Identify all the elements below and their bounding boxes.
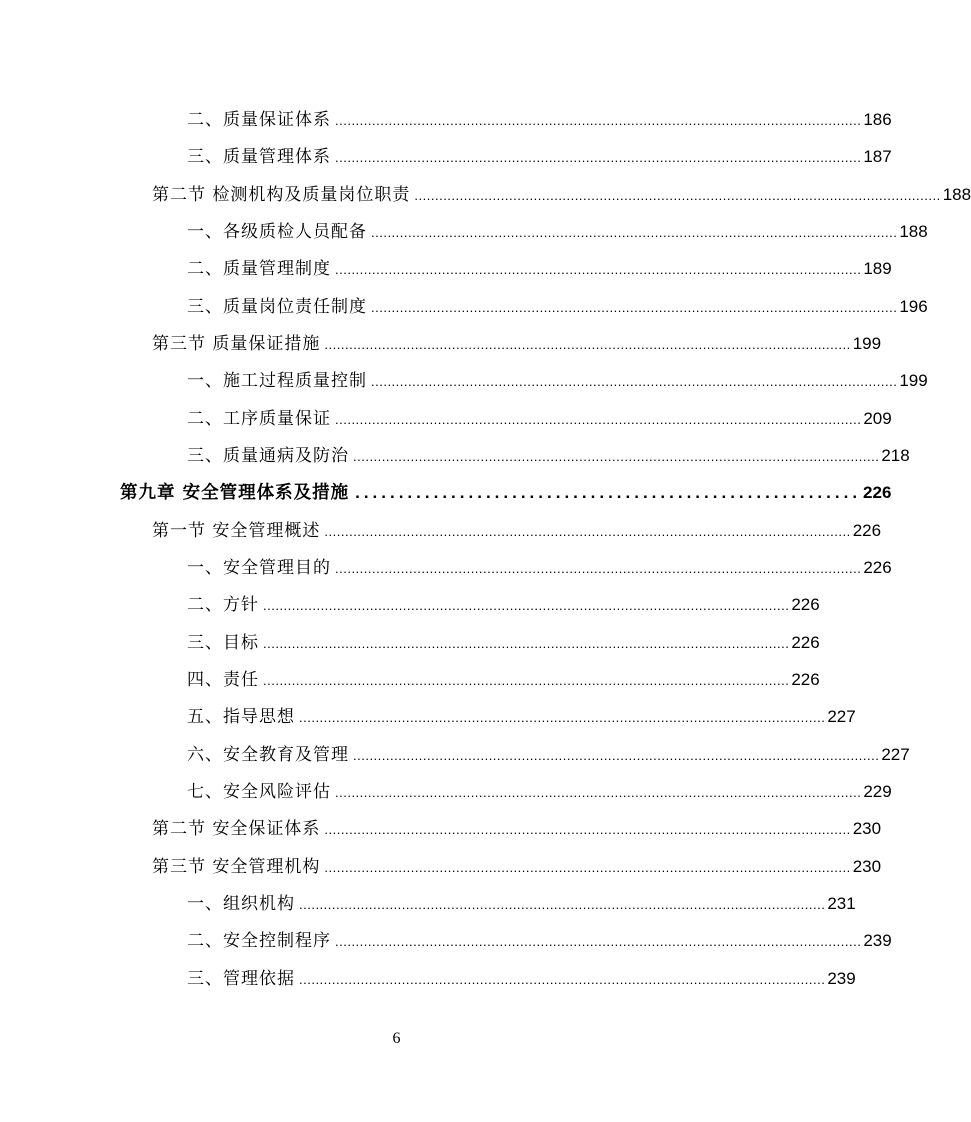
toc-entry-page: 199 (899, 371, 928, 390)
toc-entry-page: 229 (863, 782, 892, 801)
toc-entry-page: 227 (827, 707, 856, 726)
toc-entry[interactable] (187, 255, 892, 283)
toc-entry-page: 226 (852, 521, 882, 540)
dot-leader: ................................................................................................................................ (414, 188, 941, 203)
toc-entry[interactable] (187, 367, 928, 395)
dot-leader: ................................................................................................................................ (353, 748, 880, 763)
toc-entry[interactable] (187, 890, 856, 918)
toc-entry-page: 239 (863, 931, 892, 950)
toc-entry-page: 209 (863, 409, 892, 428)
toc-entry[interactable] (187, 629, 820, 657)
dot-leader: ................................................................................................................................ (263, 636, 790, 651)
toc-entry-title: 一、组织机构 (187, 894, 295, 914)
toc-entry[interactable] (152, 815, 882, 843)
toc-entry[interactable] (120, 479, 892, 507)
dot-leader: ................................................................................................................................ (324, 524, 851, 539)
toc-entry[interactable] (187, 442, 910, 470)
toc-entry[interactable] (187, 106, 892, 134)
dot-leader: ................................................................................................................................ (335, 934, 862, 949)
dot-leader: ................................................................................................................................ (371, 374, 898, 389)
toc-entry-title: 四、责任 (187, 670, 259, 690)
toc-entry-title: 第三节 安全管理机构 (152, 857, 321, 877)
toc-entry[interactable] (187, 778, 892, 806)
dot-leader: ................................................................................................................................ (324, 822, 851, 837)
toc-entry[interactable] (152, 181, 971, 209)
toc-entry-page: 218 (881, 446, 910, 465)
toc-entry-page: 227 (881, 745, 910, 764)
dot-leader: ................................................................................................................................ (263, 598, 790, 613)
page-number: 6 (392, 1030, 401, 1047)
dot-leader: ................................................................................................................................ (335, 150, 862, 165)
toc-entry-page: 226 (791, 595, 820, 614)
dot-leader: ................................................................................................................................ (335, 113, 862, 128)
dot-leader: ................................................................................................................................ (299, 710, 826, 725)
toc-entry-title: 三、质量岗位责任制度 (187, 297, 367, 317)
dot-leader: ................................................................................................................................ (324, 337, 851, 352)
toc-entry-page: 188 (899, 222, 928, 241)
toc-entry-page: 239 (827, 969, 856, 988)
toc-entry-page: 226 (863, 483, 892, 502)
dot-leader: ................................................................................................................................ (299, 972, 826, 987)
toc-entry-title: 一、安全管理目的 (187, 558, 331, 578)
dot-leader: ................................................................................................................................ (299, 897, 826, 912)
toc-entry-title: 一、施工过程质量控制 (187, 371, 367, 391)
toc-entry[interactable] (152, 517, 882, 545)
toc-entry-title: 三、目标 (187, 633, 259, 653)
toc-entry-page: 199 (852, 334, 882, 353)
dot-leader: .......................................................... (355, 483, 862, 502)
toc-entry-title: 二、安全控制程序 (187, 931, 331, 951)
dot-leader: ................................................................................................................................ (353, 449, 880, 464)
toc-entry-page: 189 (863, 259, 892, 278)
toc-entry-page: 186 (863, 110, 892, 129)
toc-entry[interactable] (152, 853, 882, 881)
dot-leader: ................................................................................................................................ (371, 225, 898, 240)
toc-entry[interactable] (187, 218, 928, 246)
toc-entry-page: 231 (827, 894, 856, 913)
toc-entry[interactable] (187, 666, 820, 694)
dot-leader: ................................................................................................................................ (335, 561, 862, 576)
toc-entry-title: 第二节 检测机构及质量岗位职责 (152, 185, 411, 205)
toc-entry-title: 第一节 安全管理概述 (152, 521, 321, 541)
dot-leader: ................................................................................................................................ (335, 412, 862, 427)
toc-entry[interactable] (187, 965, 856, 993)
dot-leader: ................................................................................................................................ (335, 785, 862, 800)
toc-entry-page: 230 (852, 857, 882, 876)
toc-entry[interactable] (187, 405, 892, 433)
dot-leader: ................................................................................................................................ (263, 673, 790, 688)
toc-entry-title: 二、方针 (187, 595, 259, 615)
dot-leader: ................................................................................................................................ (335, 262, 862, 277)
toc-entry-page: 187 (863, 147, 892, 166)
dot-leader: ................................................................................................................................ (371, 300, 898, 315)
toc-entry-page: 226 (791, 670, 820, 689)
toc-entry-title: 七、安全风险评估 (187, 782, 331, 802)
toc-entry-title: 第九章 安全管理体系及措施 (120, 483, 350, 503)
toc-entry-page: 230 (852, 819, 882, 838)
toc-entry-title: 五、指导思想 (187, 707, 295, 727)
toc-entry-title: 二、工序质量保证 (187, 409, 331, 429)
toc-entry[interactable] (187, 703, 856, 731)
toc-entry-title: 三、质量管理体系 (187, 147, 331, 167)
toc-entry-page: 196 (899, 297, 928, 316)
toc-entry-title: 三、质量通病及防治 (187, 446, 349, 466)
toc-entry-title: 二、质量保证体系 (187, 110, 331, 130)
toc-entry[interactable] (187, 143, 892, 171)
toc-entry[interactable] (187, 741, 910, 769)
toc-entry-title: 第二节 安全保证体系 (152, 819, 321, 839)
dot-leader: ................................................................................................................................ (324, 860, 851, 875)
toc-entry-title: 六、安全教育及管理 (187, 745, 349, 765)
toc-entry[interactable] (152, 330, 882, 358)
toc-entry-page: 226 (791, 633, 820, 652)
toc-entry-page: 226 (863, 558, 892, 577)
toc-entry-title: 二、质量管理制度 (187, 259, 331, 279)
toc-entry-page: 188 (942, 185, 971, 204)
toc-entry[interactable] (187, 591, 820, 619)
toc-entry-title: 一、各级质检人员配备 (187, 222, 367, 242)
toc-entry-title: 第三节 质量保证措施 (152, 334, 321, 354)
toc-entry[interactable] (187, 554, 892, 582)
toc-entry-title: 三、管理依据 (187, 969, 295, 989)
toc-entry[interactable] (187, 293, 928, 321)
toc-entry[interactable] (187, 927, 892, 955)
